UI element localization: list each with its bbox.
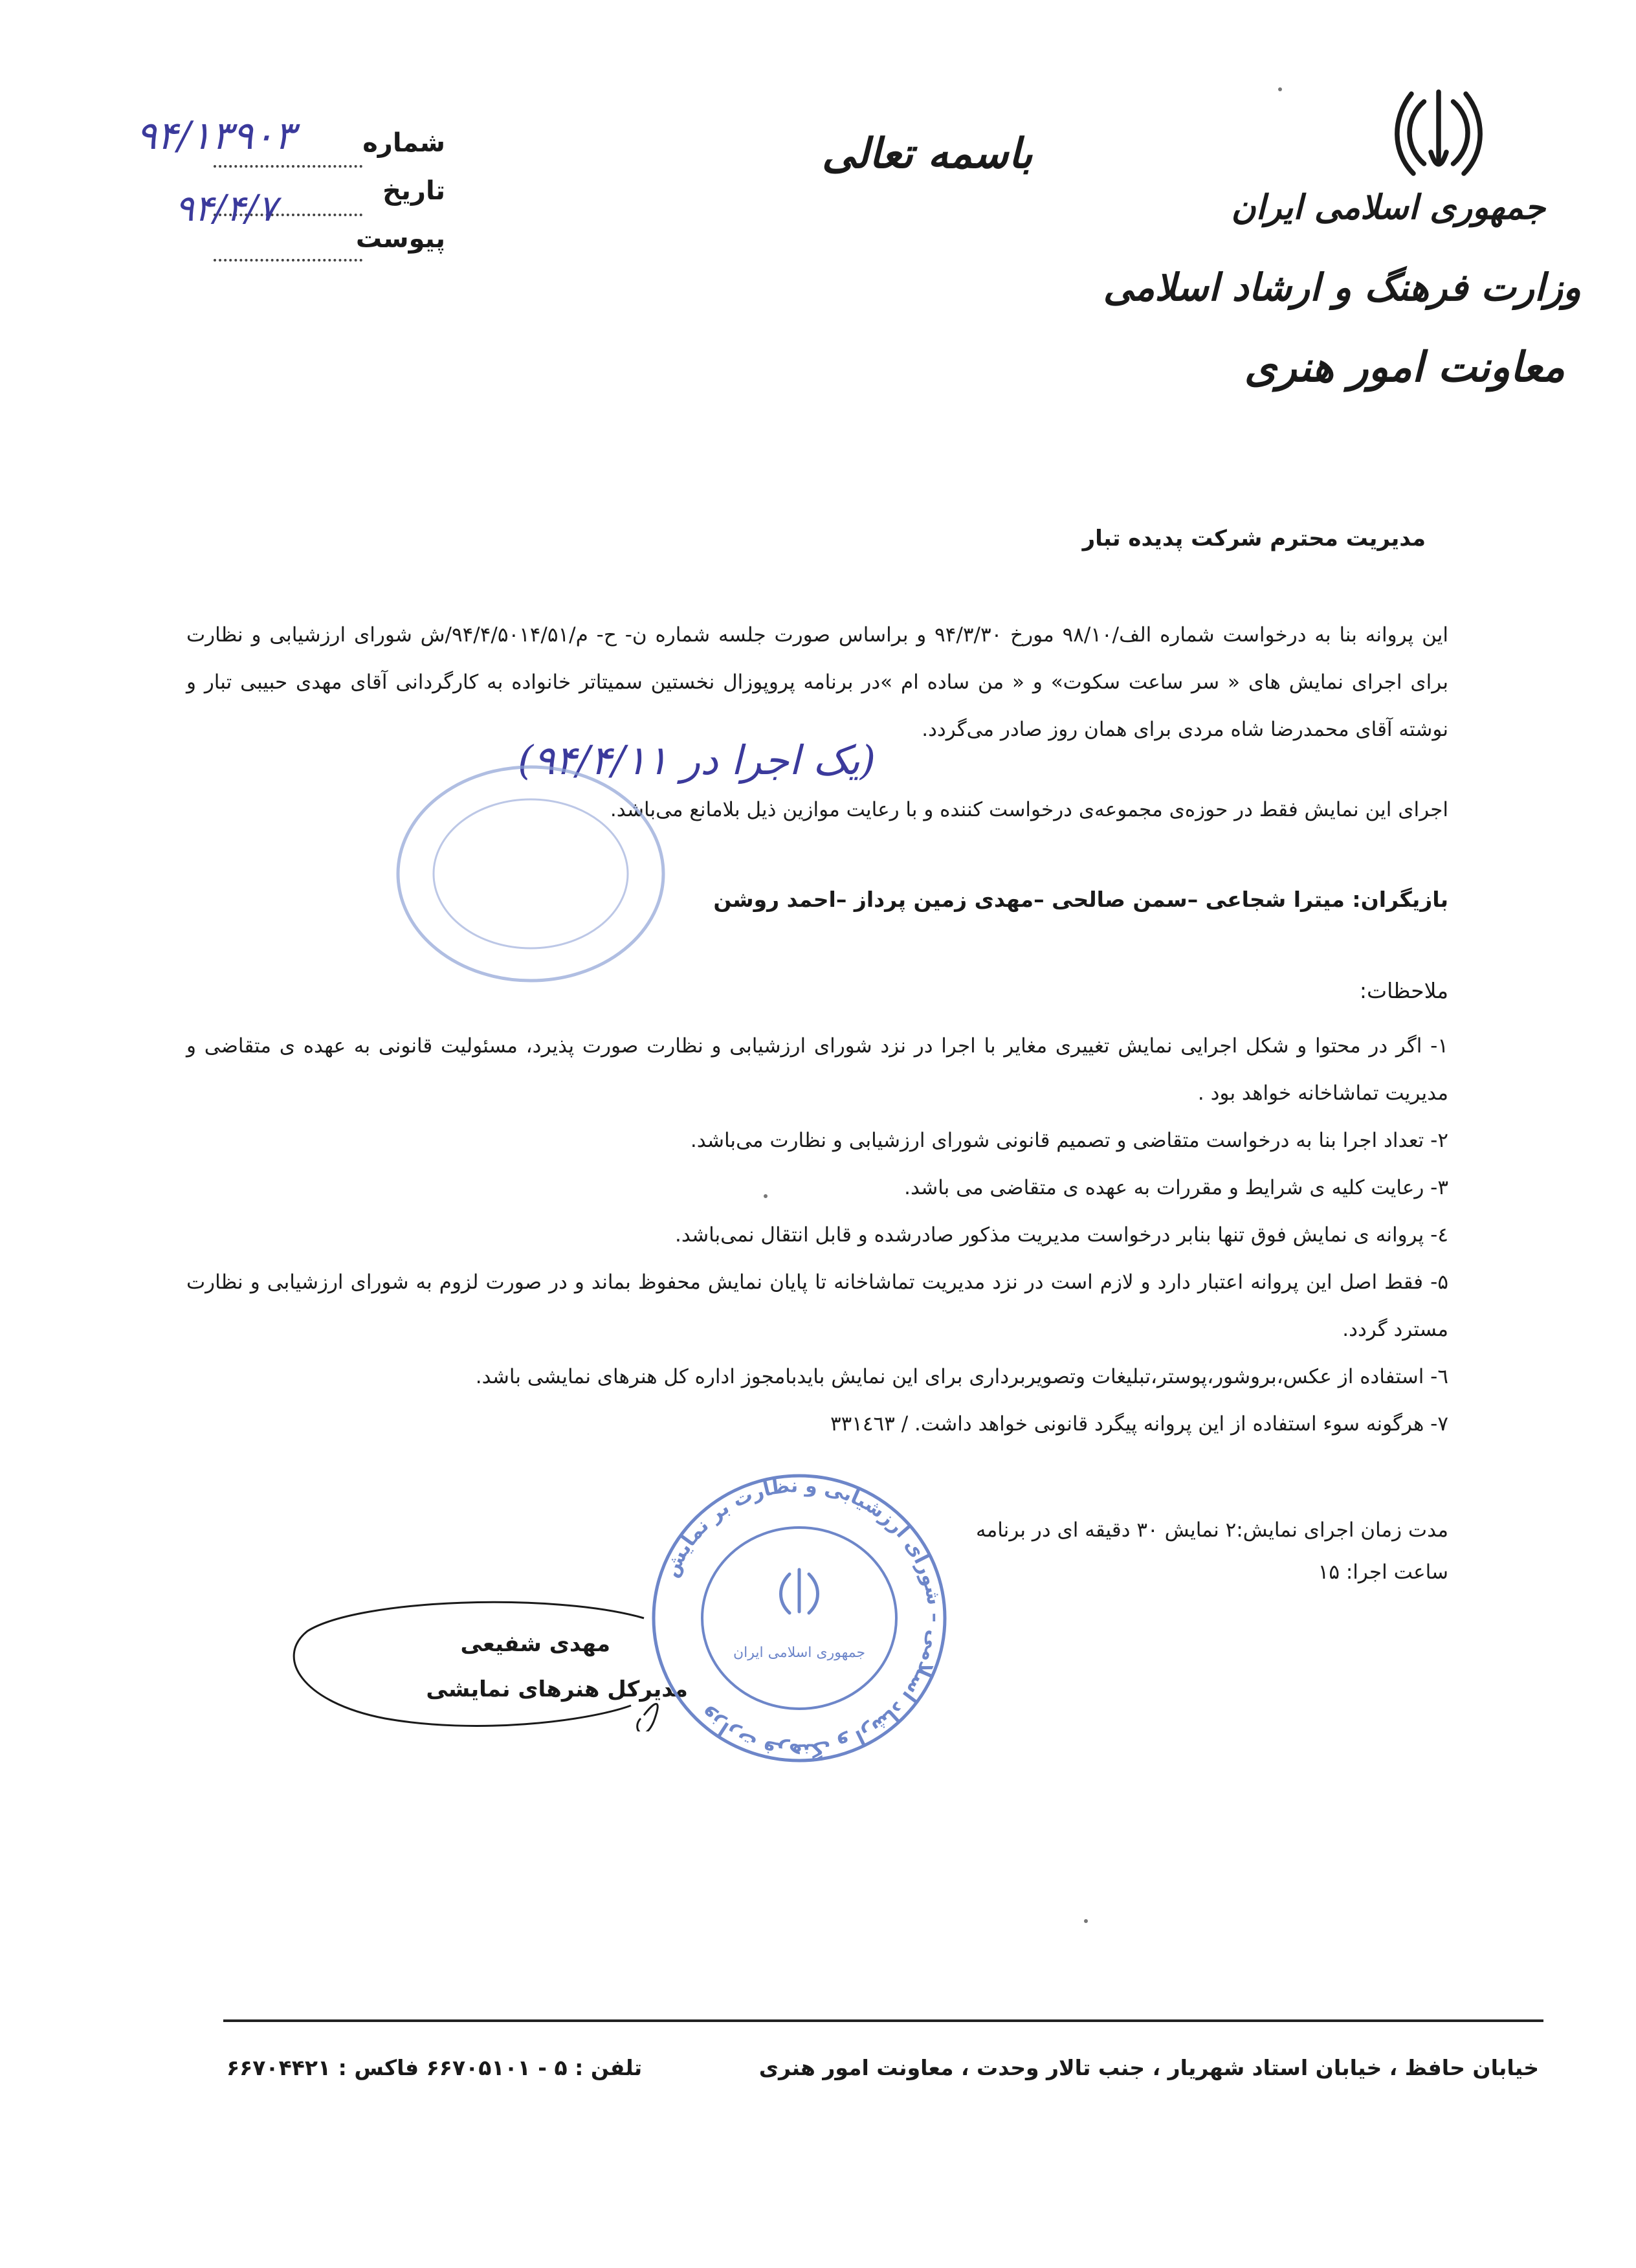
permit-paragraph: این پروانه بنا به درخواست شماره الف/۹۸/۱۰ مورخ ۹۴/۳/۳۰ و براساس صورت جلسه شماره ن- ح- م/۹۴/۴/۵۰۱۴/۵۱/ش شورای ارزشیابی و نظارت برای اجرای نمایش های « سر ساعت سکوت» و « من ساده ام »در برنامه پروپوزال نخستین سمیتاتر خانواده به کارگردانی آقای مهدی حبیبی تبار و نوشته آقای محمدرضا شاه مردی برای همان روز صادر می‌گردد. [186,623,1449,741]
note-item: ۳- رعایت کلیه ی شرایط و مقررات به عهده ی متقاضی می باشد. [904,1176,1448,1199]
org-name-ministry: وزارت فرهنگ و ارشاد اسلامی [1103,265,1581,309]
scan-speck [1278,87,1282,91]
date-label: تاریخ [382,176,445,206]
salutation: مدیریت محترم شرکت پدیده تبار [1082,526,1426,551]
iran-emblem-icon [1390,84,1487,181]
note-item: ۲- تعداد اجرا بنا به درخواست متقاضی و تصمیم قانونی شورای ارزشیابی و نظارت می‌باشد. [690,1129,1448,1152]
faded-official-stamp [385,754,676,994]
notes-list [186,1023,1448,1448]
note-item: ٦- استفاده از عکس،بروشور،پوستر،تبلیغات وتصویربرداری برای این نمایش بایدبامجوز اداره کل هنرهای نمایشی باشد. [475,1365,1448,1388]
stamp-inner-text: جمهوری اسلامی ایران [733,1645,866,1661]
footer-address: خیابان حافظ ، خیابان استاد شهریار ، جنب تالار وحدت ، معاونت امور هنری [758,2055,1539,2080]
scan-speck [764,1194,768,1198]
note-item: ٤- پروانه ی نمایش فوق تنها بنابر درخواست مدیریت مذکور صادرشده و قابل انتقال نمی‌باشد. [675,1223,1448,1247]
number-label: شماره [362,128,445,158]
attachment-label: پیوست [355,224,445,254]
signature-scribble [282,1592,663,1731]
note-item: ۱- اگر در محتوا و شکل اجرایی نمایش تغییری مغایر با اجرا در نزد شورای ارزشیابی و نظارت صورت پذیرد، مسئولیت قانونی به عهده ی متقاضی و مدیریت تماشاخانه خواهد بود . [186,1034,1448,1105]
conditions-paragraph: اجرای این نمایش فقط در حوزه‌ی مجموعه‌ی درخواست کننده و با رعایت موازین ذیل بلامانع می‌باشد. [610,798,1448,821]
actors-line: بازیگران: میترا شجاعی –سمن صالحی –مهدی زمین پرداز –احمد روشن [713,887,1448,912]
signatory-name: مهدی شفیعی [460,1631,610,1657]
basmala-heading: باسمه تعالی [822,129,1033,178]
official-round-stamp [644,1469,955,1767]
notes-title: ملاحظات: [1359,978,1448,1003]
note-item: ۵- فقط اصل این پروانه اعتبار دارد و لازم است در نزد مدیریت تماشاخانه تا پایان نمایش محفوظ بماند و در صورت لزوم به شورای ارزشیابی و نظارت مسترد گردد. [186,1271,1448,1341]
footer-phone-fax: تلفن : ۵ - ۶۶۷۰۵۱۰۱ فاکس : ۶۶۷۰۴۴۲۱ [227,2055,643,2080]
time-line: ساعت اجرا: ۱۵ [1318,1561,1448,1584]
handwritten-letter-date: ۹۴/۴/۷ [175,188,278,230]
signatory-title: مدیرکل هنرهای نمایشی [426,1676,688,1702]
scan-speck [1084,1919,1088,1923]
footer-divider [223,2019,1543,2022]
org-name-deputy: معاونت امور هنری [1244,343,1565,392]
attachment-dotted-line [214,259,362,261]
note-item: ۷- هرگونه سوء استفاده از این پروانه پیگرد قانونی خواهد داشت. / ۳۳۱٤٦۳ [830,1412,1448,1436]
handwritten-performance-note: (یک اجرا در ۹۴/۴/۱۱) [518,737,876,784]
handwritten-letter-number: ۹۴/۱۳۹۰۳ [136,113,295,159]
number-dotted-line [214,165,362,168]
org-name-republic: جمهوری اسلامی ایران [1231,188,1545,227]
duration-line: مدت زمان اجرای نمایش:۲ نمایش ۳۰ دقیقه ای در برنامه [976,1518,1448,1542]
stamp-ring-text: وزارت فرهنگ و ارشاد اسلامی – شورای ارزشیابی و نظارت بر نمایش [659,1474,947,1762]
